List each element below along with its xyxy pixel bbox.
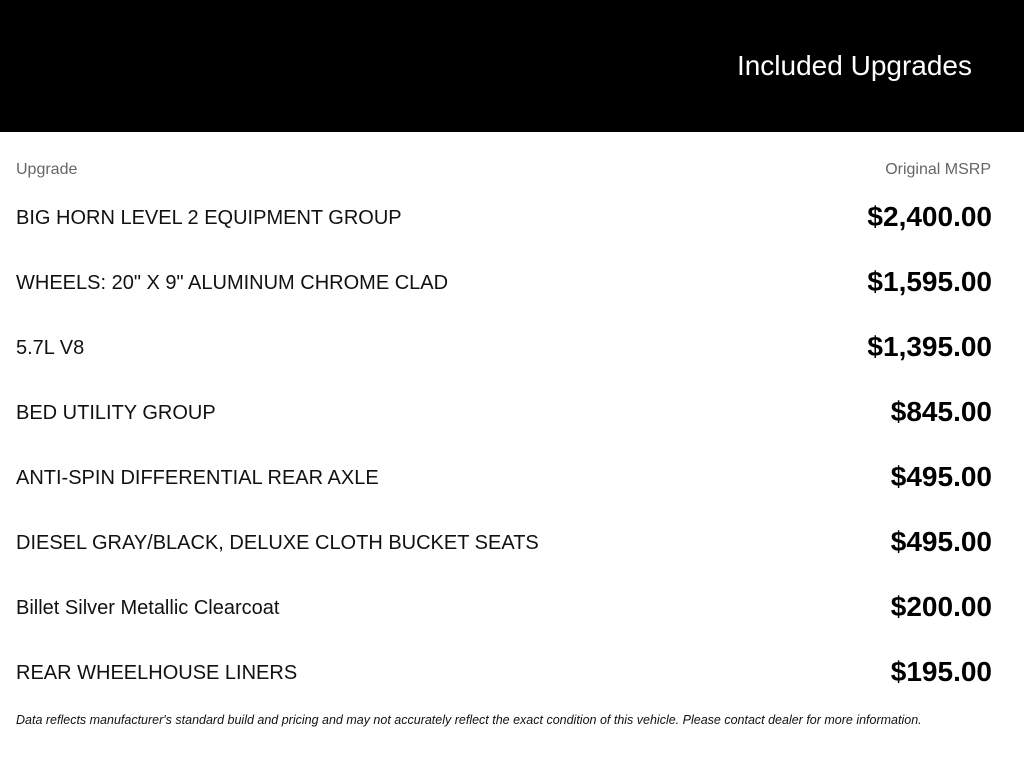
upgrade-price: $1,395.00 <box>867 331 992 362</box>
upgrade-name: WHEELS: 20" X 9" ALUMINUM CHROME CLAD <box>16 272 449 294</box>
upgrade-row <box>0 185 1024 250</box>
column-header-msrp: Original MSRP <box>885 161 991 178</box>
header-banner <box>0 0 1024 132</box>
upgrade-row <box>0 445 1024 510</box>
upgrades-list <box>0 185 1024 705</box>
upgrade-name: ANTI-SPIN DIFFERENTIAL REAR AXLE <box>16 467 379 489</box>
upgrade-name: Billet Silver Metallic Clearcoat <box>16 597 280 619</box>
upgrade-row <box>0 315 1024 380</box>
upgrade-row <box>0 510 1024 575</box>
upgrade-name: BIG HORN LEVEL 2 EQUIPMENT GROUP <box>16 207 402 229</box>
upgrade-price: $495.00 <box>890 461 992 492</box>
upgrade-price: $495.00 <box>890 526 992 557</box>
page-title: Included Upgrades <box>736 50 972 81</box>
upgrade-price: $2,400.00 <box>867 201 992 232</box>
disclaimer-text: Data reflects manufacturer's standard build and pricing and may not accurately reflect the exact condition of this vehicle. Please contact dealer for more information. <box>16 713 922 727</box>
upgrade-price: $200.00 <box>890 591 992 622</box>
upgrade-name: 5.7L V8 <box>16 337 85 359</box>
upgrade-row <box>0 380 1024 445</box>
upgrade-row <box>0 250 1024 315</box>
upgrade-row <box>0 640 1024 705</box>
column-header-upgrade: Upgrade <box>16 161 78 178</box>
upgrade-price: $845.00 <box>890 396 992 427</box>
upgrade-name: REAR WHEELHOUSE LINERS <box>16 662 298 684</box>
upgrade-price: $195.00 <box>890 656 992 687</box>
upgrade-name: BED UTILITY GROUP <box>16 402 216 424</box>
upgrade-name: DIESEL GRAY/BLACK, DELUXE CLOTH BUCKET SEATS <box>16 532 539 554</box>
upgrade-row <box>0 575 1024 640</box>
upgrade-price: $1,595.00 <box>867 266 992 297</box>
